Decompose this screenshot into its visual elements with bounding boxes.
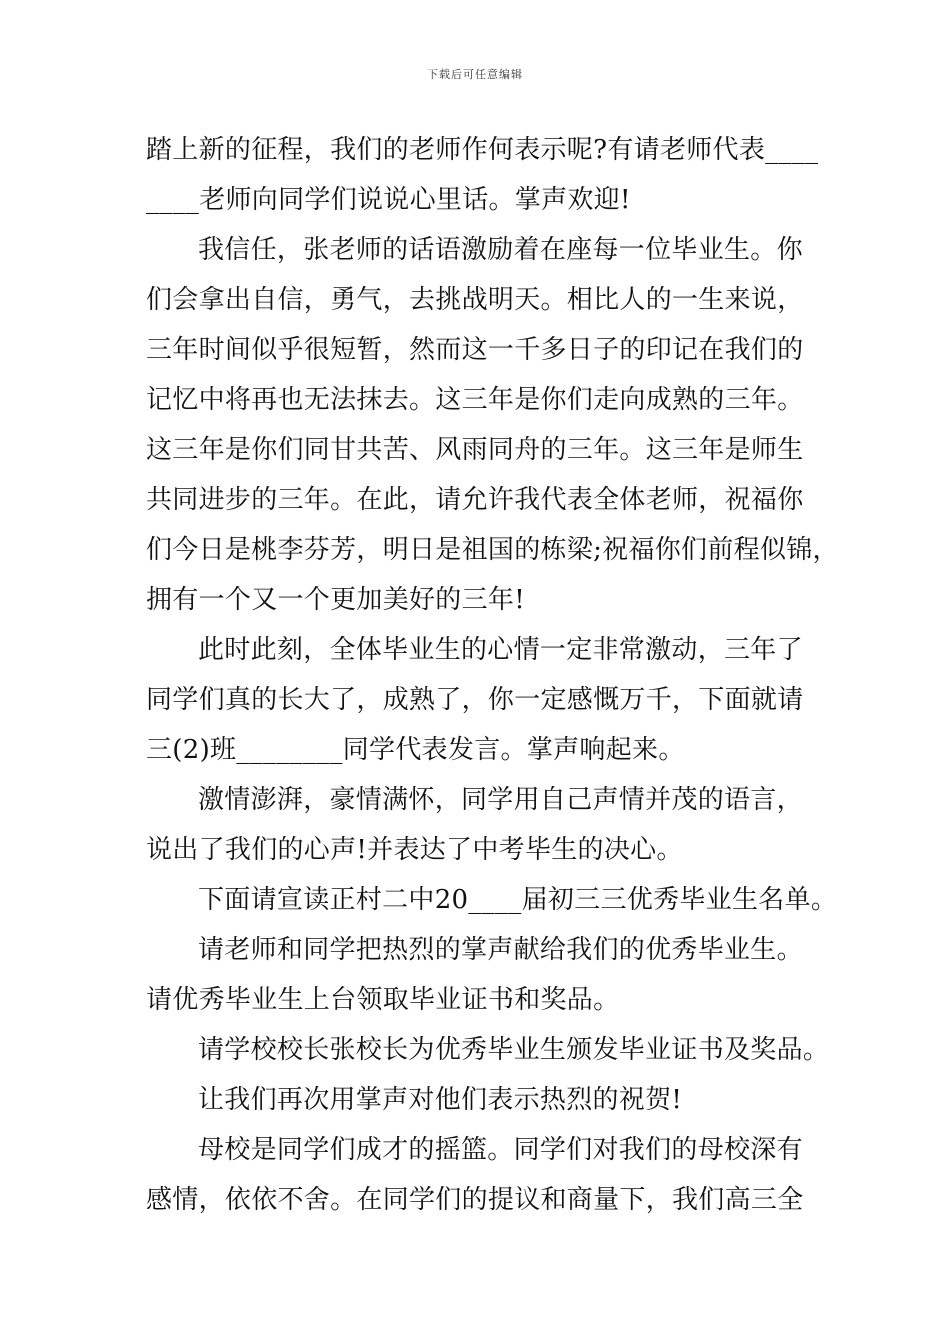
text-line: 这三年是你们同甘共苦、风雨同舟的三年。这三年是师生	[146, 435, 804, 465]
paragraph-first-line: 请学校校长张校长为优秀毕业生颁发毕业证书及奖品。	[198, 1035, 830, 1065]
paragraph-first-line: 请老师和同学把热烈的掌声献给我们的优秀毕业生。	[198, 935, 803, 965]
paragraph-first-line: 母校是同学们成才的摇篮。同学们对我们的母校深有	[198, 1135, 803, 1165]
text-line: 三(2)班________同学代表发言。掌声响起来。	[146, 735, 685, 765]
text-line: 请优秀毕业生上台领取毕业证书和奖品。	[146, 985, 620, 1015]
text-line: ____老师向同学们说说心里话。掌声欢迎!	[146, 185, 631, 215]
paragraph-first-line: 让我们再次用掌声对他们表示热烈的祝贺!	[198, 1085, 683, 1115]
text-line: 三年时间似乎很短暂，然而这一千多日子的印记在我们的	[146, 335, 804, 365]
text-line: 踏上新的征程，我们的老师作何表示呢?有请老师代表____	[146, 135, 819, 165]
paragraph-first-line: 此时此刻，全体毕业生的心情一定非常激动，三年了	[198, 635, 803, 665]
text-line: 们今日是桃李芬芳，明日是祖国的栋梁;祝福你们前程似锦，	[146, 535, 839, 565]
text-line: 记忆中将再也无法抹去。这三年是你们走向成熟的三年。	[146, 385, 804, 415]
text-line: 感情，依依不舍。在同学们的提议和商量下，我们高三全	[146, 1185, 804, 1215]
text-line: 同学们真的长大了，成熟了，你一定感慨万千，下面就请	[146, 685, 804, 715]
paragraph-first-line: 激情澎湃，豪情满怀，同学用自己声情并茂的语言，	[198, 785, 803, 815]
page-header: 下载后可任意编辑	[427, 68, 523, 81]
text-line: 说出了我们的心声!并表达了中考毕生的决心。	[146, 835, 683, 865]
text-line: 拥有一个又一个更加美好的三年!	[146, 585, 525, 615]
text-line: 共同进步的三年。在此，请允许我代表全体老师，祝福你	[146, 485, 804, 515]
paragraph-first-line: 我信任，张老师的话语激励着在座每一位毕业生。你	[198, 235, 803, 265]
text-line: 们会拿出自信，勇气，去挑战明天。相比人的一生来说，	[146, 285, 804, 315]
paragraph-first-line: 下面请宣读正村二中20____届初三三优秀毕业生名单。	[198, 885, 838, 915]
